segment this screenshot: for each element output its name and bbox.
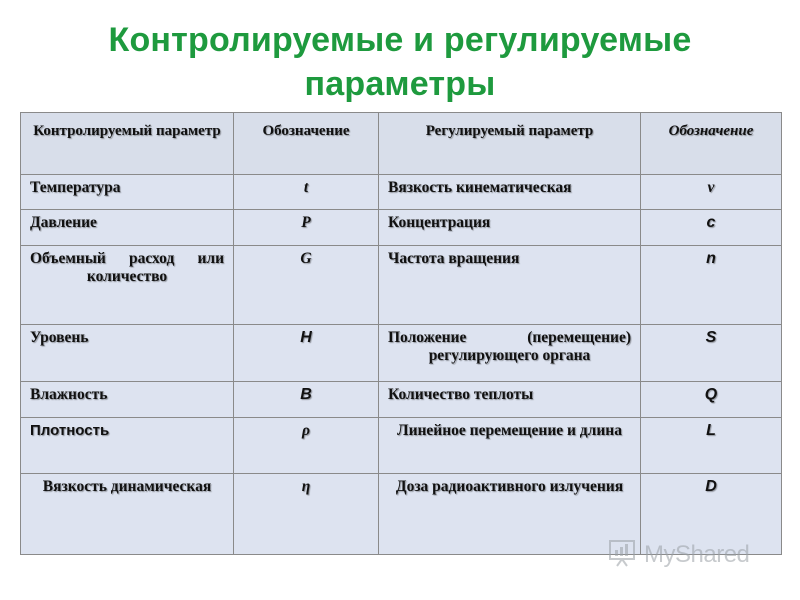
table-row: [21, 382, 782, 418]
slide-title: [0, 18, 800, 106]
controlled-parameter-cell: Плотность: [21, 418, 234, 474]
table-row: [21, 210, 782, 246]
controlled-symbol-cell: B: [234, 382, 379, 418]
header-controlled-symbol: Обозначение: [234, 113, 379, 175]
regulated-parameter-cell: Концентрация: [379, 210, 641, 246]
regulated-symbol-cell: n: [641, 246, 782, 325]
controlled-parameter-cell: Температура: [21, 175, 234, 210]
controlled-parameter-cell: Уровень: [21, 325, 234, 382]
controlled-parameter-cell: Влажность: [21, 382, 234, 418]
parameters-table: [20, 112, 782, 555]
regulated-symbol-cell: ν: [641, 175, 782, 210]
table-header-row: [21, 113, 782, 175]
regulated-parameter-cell: Частота вращения: [379, 246, 641, 325]
controlled-symbol-cell: η: [234, 474, 379, 555]
regulated-symbol-cell: S: [641, 325, 782, 382]
slide-title-line-1: Контролируемые и регулируемые: [108, 21, 692, 59]
parameters-table-wrapper: [20, 112, 781, 554]
regulated-symbol-cell: D: [641, 474, 782, 555]
regulated-parameter-cell: Количество теплоты: [379, 382, 641, 418]
table-row: [21, 175, 782, 210]
table-row: [21, 418, 782, 474]
controlled-symbol-cell: P: [234, 210, 379, 246]
header-regulated-parameter: Регулируемый параметр: [379, 113, 641, 175]
watermark-text: MyShared: [644, 541, 750, 568]
regulated-symbol-cell: Q: [641, 382, 782, 418]
table-row: [21, 325, 782, 382]
table-row: [21, 246, 782, 325]
regulated-parameter-cell: Вязкость кинематическая: [379, 175, 641, 210]
regulated-parameter-cell: Линейное перемещение и длина: [379, 418, 641, 474]
controlled-symbol-cell: G: [234, 246, 379, 325]
regulated-symbol-cell: c: [641, 210, 782, 246]
controlled-parameter-cell: Давление: [21, 210, 234, 246]
controlled-parameter-cell: Объемный расход или количество: [21, 246, 234, 325]
controlled-symbol-cell: H: [234, 325, 379, 382]
regulated-parameter-cell: Положение (перемещение) регулирующего органа: [379, 325, 641, 382]
regulated-parameter-cell: Доза радиоактивного излучения: [379, 474, 641, 555]
controlled-symbol-cell: ρ: [234, 418, 379, 474]
regulated-symbol-cell: L: [641, 418, 782, 474]
presentation-icon: [608, 538, 638, 573]
slide-title-line-2: параметры: [304, 65, 496, 103]
header-regulated-symbol: Обозначение: [641, 113, 782, 175]
controlled-parameter-cell: Вязкость динамическая: [21, 474, 234, 555]
controlled-symbol-cell: t: [234, 175, 379, 210]
myshared-watermark: [608, 538, 778, 572]
header-controlled-parameter: Контролируемый параметр: [21, 113, 234, 175]
